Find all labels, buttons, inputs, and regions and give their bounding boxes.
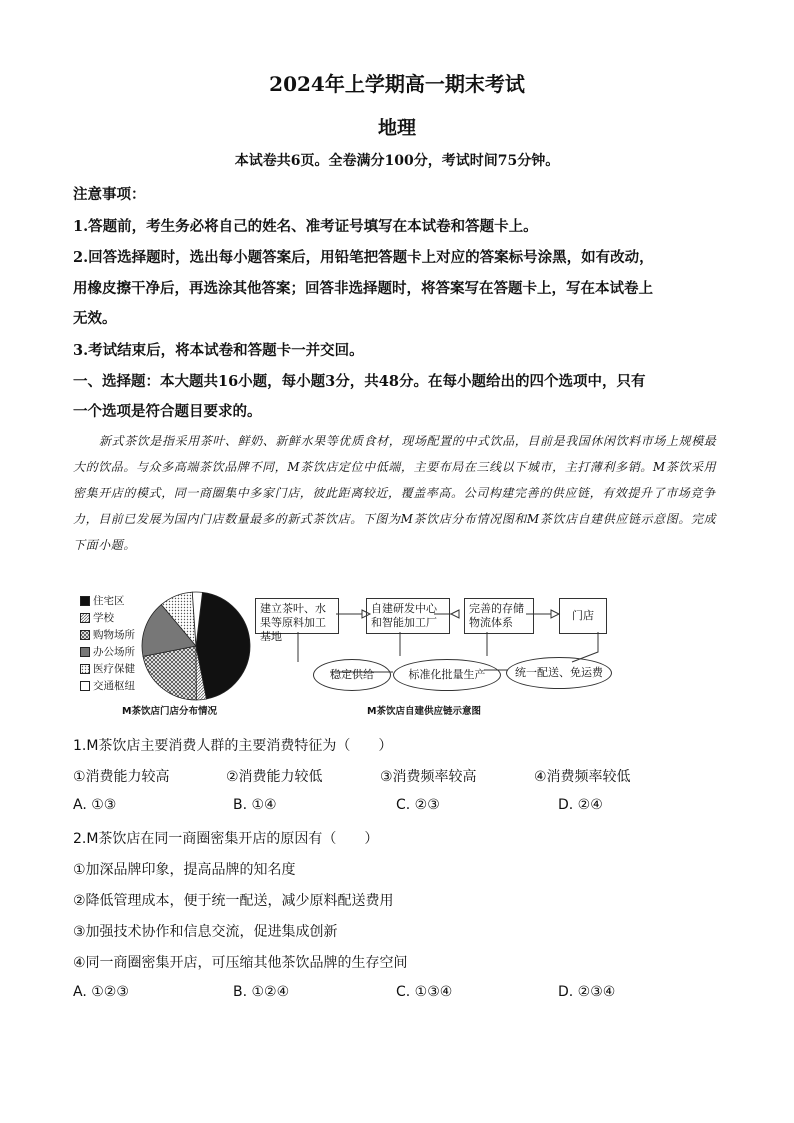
choice-b[interactable]: B. ①④ (233, 797, 277, 813)
question-stem: 1.M茶饮店主要消费人群的主要消费特征为（ ） (73, 738, 393, 754)
choice-c[interactable]: C. ①③④ (396, 984, 453, 1000)
statement: ②消费能力较低 (226, 769, 323, 785)
note-item: 1.答题前，考生务必将自己的姓名、准考证号填写在本试卷和答题卡上。 (73, 218, 538, 235)
statement: ①加深品牌印象，提高品牌的知名度 (73, 862, 296, 878)
question-stem: 2.M茶饮店在同一商圈密集开店的原因有（ ） (73, 831, 379, 847)
choice-d[interactable]: D. ②③④ (558, 984, 616, 1000)
exam-title: 2024年上学期高一期末考试 (269, 72, 525, 96)
pie-caption: M茶饮店门店分布情况 (122, 706, 217, 717)
statement: ④同一商圈密集开店，可压缩其他茶饮品牌的生存空间 (73, 955, 408, 971)
flow-box-store: 门店 (559, 598, 607, 634)
legend-item: 学校 (80, 609, 135, 626)
legend-item: 医疗保健 (80, 660, 135, 677)
flow-box-logistics: 完善的存储物流体系 (464, 598, 534, 634)
section-heading: 一、选择题：本大题共16小题，每小题3分，共48分。在每小题给出的四个选项中，只有 (73, 373, 646, 390)
legend-item: 购物场所 (80, 626, 135, 643)
note-item: 用橡皮擦干净后，再选涂其他答案；回答非选择题时，将答案写在答题卡上，写在本试卷上 (73, 280, 653, 297)
statement: ③加强技术协作和信息交流，促进集成创新 (73, 924, 338, 940)
note-item: 无效。 (73, 310, 117, 327)
choice-b[interactable]: B. ①②④ (233, 984, 290, 1000)
pie-legend (80, 592, 135, 694)
flow-box-rnd-factory: 自建研发中心和智能加工厂 (366, 598, 450, 634)
choice-a[interactable]: A. ①③ (73, 797, 117, 813)
subject-title: 地理 (377, 117, 416, 139)
choice-c[interactable]: C. ②③ (396, 797, 440, 813)
flow-caption: M茶饮店自建供应链示意图 (367, 706, 481, 717)
legend-item: 住宅区 (80, 592, 135, 609)
notes-heading: 注意事项： (73, 186, 146, 203)
pie-chart (138, 588, 254, 704)
statement: ③消费频率较高 (380, 769, 477, 785)
passage: 新式茶饮是指采用茶叶、鲜奶、新鲜水果等优质食材，现场配置的中式饮品，目前是我国休闲饮料市场上规模最大的饮品。与众多高端茶饮品牌不同，M茶饮店定位中低端，主要布局在三线以下城市，主打薄利多销。M茶饮采用密集开店的模式，同一商圈集中多家门店，彼此距离较近，覆盖率高。公司构建完善的供应链，有效提升了市场竞争力，目前已发展为国内门店数量最多的新式茶饮店。下图为M茶饮店分布情况图和M茶饮店自建供应链示意图。完成下面小题。 (73, 434, 717, 552)
flow-oval-unified-delivery: 统一配送、免运费 (506, 657, 612, 689)
flow-oval-standardized-production: 标准化批量生产 (393, 659, 501, 691)
statement: ②降低管理成本，便于统一配送，减少原料配送费用 (73, 893, 394, 909)
statement: ④消费频率较低 (534, 769, 631, 785)
section-heading-cont: 一个选项是符合题目要求的。 (73, 403, 262, 420)
statement: ①消费能力较高 (73, 769, 170, 785)
note-item: 2.回答选择题时，选出每小题答案后，用铅笔把答题卡上对应的答案标号涂黑，如有改动， (73, 249, 654, 266)
exam-info: 本试卷共6页。全卷满分100分，考试时间75分钟。 (234, 153, 560, 169)
legend-item: 办公场所 (80, 643, 135, 660)
flow-box-raw-material: 建立茶叶、水果等原料加工基地 (255, 598, 339, 634)
note-item: 3.考试结束后，将本试卷和答题卡一并交回。 (73, 342, 364, 359)
choice-d[interactable]: D. ②④ (558, 797, 603, 813)
pie-slice (196, 592, 250, 699)
legend-item: 交通枢纽 (80, 677, 135, 694)
flow-oval-stable-supply: 稳定供给 (313, 659, 391, 691)
choice-a[interactable]: A. ①②③ (73, 984, 129, 1000)
